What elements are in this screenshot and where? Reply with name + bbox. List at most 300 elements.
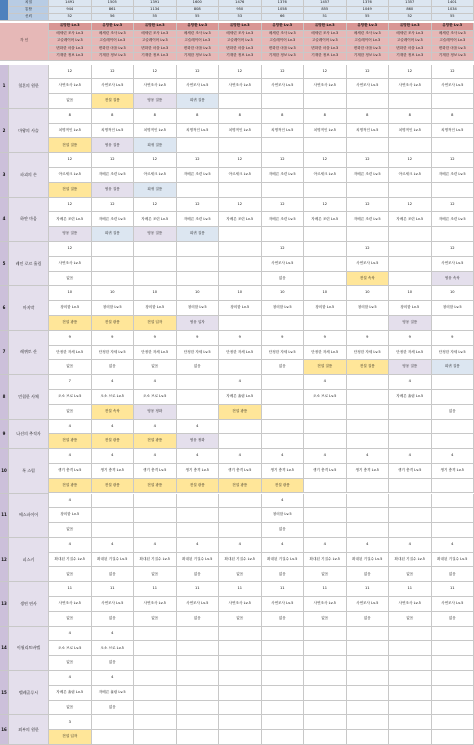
data-cell[interactable]: 없음 [49,94,92,109]
data-cell[interactable]: 9 [347,331,390,346]
data-cell[interactable]: 확대된 기질수 Lv.5 [177,553,220,568]
data-cell[interactable] [347,375,390,390]
data-cell[interactable]: 없음 [262,272,305,287]
data-cell[interactable] [304,183,347,198]
data-cell[interactable] [347,627,390,642]
data-cell[interactable]: 4 [92,627,135,642]
data-cell[interactable]: 4 [219,449,262,464]
data-cell[interactable]: 희귀 질풍 [134,138,177,153]
stat-value[interactable]: 950 [219,7,262,14]
stat-value[interactable]: 1376 [347,0,390,7]
stat-value[interactable]: 52 [49,14,92,21]
data-cell[interactable] [219,730,262,745]
data-cell[interactable]: 11 [177,582,220,597]
data-cell[interactable] [262,701,305,716]
data-cell[interactable]: 전설 질풍 [92,94,135,109]
data-cell[interactable] [219,360,262,375]
data-cell[interactable]: 확대된 기질수 Lv.5 [49,553,92,568]
data-cell[interactable]: 단정한 자세 Lv.5 [347,346,390,361]
data-cell[interactable]: 4 [177,449,220,464]
data-cell[interactable] [304,494,347,509]
trait-cell[interactable]: 메세린 조사 Lv.3 [347,31,390,39]
data-cell[interactable] [134,508,177,523]
data-cell[interactable]: 없음 [432,612,474,627]
data-cell[interactable]: 오소 브로 Lv.5 [49,641,92,656]
data-cell[interactable] [432,420,474,435]
data-cell[interactable]: 4 [262,494,305,509]
data-cell[interactable]: 전설 광풍 [262,479,305,494]
trait-cell[interactable]: 메세린 조사 Lv.3 [49,31,92,39]
stat-value[interactable]: 1357 [389,0,432,7]
data-cell[interactable]: 4 [49,538,92,553]
data-cell[interactable] [219,523,262,538]
data-cell[interactable]: 단정한 자세 Lv.5 [262,346,305,361]
data-cell[interactable]: 9 [49,331,92,346]
data-cell[interactable] [134,523,177,538]
data-cell[interactable] [389,671,432,686]
data-cell[interactable] [347,138,390,153]
data-cell[interactable] [177,730,220,745]
trait-cell[interactable]: 기재한 정보 Lv.3 [432,53,474,61]
data-cell[interactable]: 4 [134,449,177,464]
data-cell[interactable]: 창의함 Lv.5 [262,508,305,523]
data-cell[interactable]: 11 [389,582,432,597]
stat-value[interactable]: 55 [432,14,474,21]
data-cell[interactable]: 4 [432,538,474,553]
stat-label[interactable]: 신뢰 [9,14,49,21]
data-cell[interactable]: 생기 충격 Lv.5 [177,464,220,479]
section-label[interactable]: 마지막 [9,286,49,330]
data-cell[interactable]: 단정한 자세 Lv.5 [49,346,92,361]
data-cell[interactable]: 치명적인 Lv.5 [134,124,177,139]
data-cell[interactable]: 희귀 질풍 [432,360,474,375]
data-cell[interactable] [389,227,432,242]
stat-value[interactable]: 855 [304,7,347,14]
data-cell[interactable] [389,405,432,420]
data-cell[interactable]: 단정한 자세 Lv.5 [432,346,474,361]
corner-cell[interactable] [0,0,9,21]
data-cell[interactable] [262,434,305,449]
trait-cell[interactable]: 기재한 정보 Lv.3 [389,53,432,61]
data-cell[interactable]: 자베른 조련 Lv.5 [262,212,305,227]
data-cell[interactable]: 자베른 흘림 Lv.5 [389,390,432,405]
data-cell[interactable]: 없음 [262,612,305,627]
data-cell[interactable]: 사연조사 Lv.5 [177,597,220,612]
data-cell[interactable] [177,272,220,287]
data-cell[interactable] [432,686,474,701]
data-cell[interactable] [134,686,177,701]
data-cell[interactable] [134,494,177,509]
data-cell[interactable]: 자베른 조련 Lv.5 [347,212,390,227]
trait-cell[interactable]: 고슬레이어 Lv.3 [347,38,390,46]
data-cell[interactable]: 생기 충격 Lv.5 [389,464,432,479]
data-cell[interactable]: 확대된 기질수 Lv.5 [432,553,474,568]
data-cell[interactable]: 없음 [347,567,390,582]
data-cell[interactable] [432,656,474,671]
trait-cell[interactable]: 기재한 정보 Lv.3 [92,53,135,61]
data-cell[interactable] [347,641,390,656]
data-cell[interactable]: 확대된 기질수 Lv.5 [389,553,432,568]
data-cell[interactable] [304,227,347,242]
data-cell[interactable] [134,671,177,686]
data-cell[interactable]: 자베른 흘림 Lv.5 [92,686,135,701]
data-cell[interactable] [347,390,390,405]
data-cell[interactable] [262,671,305,686]
data-cell[interactable]: 단정한 자세 Lv.5 [177,346,220,361]
data-cell[interactable]: 창의함 Lv.5 [92,301,135,316]
data-cell[interactable] [304,627,347,642]
trait-cell[interactable]: 변화한 마을 Lv.3 [177,46,220,54]
data-cell[interactable] [432,701,474,716]
data-cell[interactable]: 오소 브로 Lv.5 [304,390,347,405]
data-cell[interactable]: 없음 [262,567,305,582]
section-label[interactable]: 혈혼의 원한 [9,65,49,109]
data-cell[interactable] [347,715,390,730]
data-cell[interactable] [262,420,305,435]
trait-cell[interactable]: 기재한 정보 Lv.3 [49,53,92,61]
data-cell[interactable] [134,272,177,287]
data-cell[interactable] [347,227,390,242]
data-cell[interactable]: 11 [219,582,262,597]
data-cell[interactable] [219,715,262,730]
section-label[interactable]: 레인 로르 흘림 [9,242,49,286]
data-cell[interactable] [262,405,305,420]
data-cell[interactable] [219,434,262,449]
data-cell[interactable]: 12 [304,153,347,168]
section-label[interactable]: 이월리트바엘 [9,627,49,671]
data-cell[interactable] [432,523,474,538]
data-cell[interactable] [219,316,262,331]
data-cell[interactable] [304,420,347,435]
data-cell[interactable] [432,508,474,523]
data-cell[interactable] [432,227,474,242]
data-cell[interactable]: 12 [262,198,305,213]
data-cell[interactable]: 자베른 조련 Lv.5 [92,168,135,183]
data-cell[interactable] [219,656,262,671]
data-cell[interactable]: 사연조사 Lv.5 [432,597,474,612]
trait-cell[interactable]: 유망한 Lv.3 [92,23,135,31]
data-cell[interactable]: 12 [432,153,474,168]
data-cell[interactable]: 없음 [219,612,262,627]
data-cell[interactable] [389,138,432,153]
data-cell[interactable] [262,627,305,642]
data-cell[interactable] [134,715,177,730]
data-cell[interactable] [347,508,390,523]
data-cell[interactable] [219,671,262,686]
data-cell[interactable]: 영웅 정화 [177,434,220,449]
data-cell[interactable]: 치명적인 Lv.5 [304,124,347,139]
data-cell[interactable]: 10 [432,286,474,301]
data-cell[interactable] [177,627,220,642]
data-cell[interactable]: 사연조사 Lv.5 [219,79,262,94]
data-cell[interactable]: 10 [92,286,135,301]
trait-cell[interactable]: 변화한 마을 Lv.3 [49,46,92,54]
data-cell[interactable]: 없음 [304,612,347,627]
data-cell[interactable] [134,257,177,272]
data-cell[interactable] [347,701,390,716]
data-cell[interactable]: 치명적인 Lv.5 [177,124,220,139]
data-cell[interactable]: 4 [177,420,220,435]
data-cell[interactable]: 4 [262,449,305,464]
data-cell[interactable]: 자베른 흘림 Lv.5 [49,686,92,701]
trait-cell[interactable]: 유망한 Lv.3 [177,23,220,31]
trait-cell[interactable]: 변화한 마을 Lv.3 [262,46,305,54]
data-cell[interactable] [262,641,305,656]
data-cell[interactable]: 없음 [134,567,177,582]
data-cell[interactable]: 4 [389,375,432,390]
data-cell[interactable]: 없음 [49,405,92,420]
stat-value[interactable]: 1058 [262,7,305,14]
data-cell[interactable]: 없음 [49,523,92,538]
stat-value[interactable]: 1376 [262,0,305,7]
section-label[interactable]: 생연 연사 [9,582,49,626]
section-label[interactable]: 톡 스럽 [9,449,49,493]
section-number[interactable]: 3 [0,153,9,197]
stat-value[interactable]: 1476 [219,0,262,7]
data-cell[interactable] [432,715,474,730]
data-cell[interactable] [347,183,390,198]
data-cell[interactable] [92,494,135,509]
stat-value[interactable]: 1391 [134,0,177,7]
data-cell[interactable]: 전설 광풍 [219,405,262,420]
data-cell[interactable]: 창의함 Lv.5 [389,301,432,316]
data-cell[interactable]: 4 [92,671,135,686]
data-cell[interactable]: 생기 충격 Lv.5 [219,464,262,479]
stat-value[interactable]: 1034 [432,7,474,14]
data-cell[interactable]: 10 [49,286,92,301]
data-cell[interactable]: 치명적인 Lv.5 [262,124,305,139]
stat-value[interactable]: 944 [49,7,92,14]
data-cell[interactable]: 사연조사 Lv.5 [389,597,432,612]
trait-cell[interactable]: 고슬레이어 Lv.3 [134,38,177,46]
data-cell[interactable]: 창의함 Lv.5 [134,301,177,316]
data-cell[interactable] [389,627,432,642]
stat-value[interactable]: 52 [389,14,432,21]
data-cell[interactable]: 치명적인 Lv.5 [432,124,474,139]
data-cell[interactable]: 12 [432,65,474,80]
data-cell[interactable]: 없음 [177,360,220,375]
data-cell[interactable] [347,523,390,538]
trait-cell[interactable]: 고슬레이어 Lv.3 [219,38,262,46]
data-cell[interactable]: 생기 충격 Lv.5 [304,464,347,479]
data-cell[interactable] [432,94,474,109]
data-cell[interactable]: 창의함 Lv.5 [49,301,92,316]
trait-cell[interactable]: 유망한 Lv.3 [389,23,432,31]
data-cell[interactable]: 전설 광풍 [92,479,135,494]
data-cell[interactable] [177,183,220,198]
data-cell[interactable]: 확대된 기질수 Lv.5 [304,553,347,568]
data-cell[interactable] [177,641,220,656]
data-cell[interactable]: 10 [389,286,432,301]
data-cell[interactable]: 사연조사 Lv.5 [262,257,305,272]
data-cell[interactable] [389,94,432,109]
data-cell[interactable]: 없음 [177,567,220,582]
data-cell[interactable]: 4 [134,420,177,435]
data-cell[interactable]: 없음 [49,272,92,287]
data-cell[interactable]: 영웅 질풍 [389,316,432,331]
data-cell[interactable]: 확대된 기질수 Lv.5 [219,553,262,568]
data-cell[interactable]: 11 [262,582,305,597]
data-cell[interactable]: 자베른 조련 Lv.5 [134,212,177,227]
data-cell[interactable] [134,641,177,656]
data-cell[interactable] [304,508,347,523]
section-label[interactable]: 피스키 [9,538,49,582]
data-cell[interactable]: 단정한 자세 Lv.5 [134,346,177,361]
data-cell[interactable]: 9 [304,331,347,346]
stat-value[interactable]: 53 [219,14,262,21]
section-label[interactable]: 하얀 마음 [9,198,49,242]
data-cell[interactable]: 영웅 질풍 [134,227,177,242]
data-cell[interactable] [219,701,262,716]
data-cell[interactable] [347,656,390,671]
data-cell[interactable] [262,183,305,198]
data-cell[interactable]: 희귀 질풍 [177,94,220,109]
stat-value[interactable]: 860 [389,7,432,14]
section-label[interactable]: 레퀴토 산 [9,331,49,375]
section-number[interactable]: 13 [0,582,9,626]
data-cell[interactable]: 없음 [49,360,92,375]
data-cell[interactable] [219,494,262,509]
data-cell[interactable]: 11 [304,582,347,597]
data-cell[interactable]: 9 [432,331,474,346]
data-cell[interactable]: 사연조사 Lv.5 [177,79,220,94]
data-cell[interactable]: 사연조사 Lv.5 [49,257,92,272]
data-cell[interactable]: 4 [92,420,135,435]
data-cell[interactable] [219,627,262,642]
data-cell[interactable]: 12 [262,242,305,257]
data-cell[interactable]: 사연조사 Lv.5 [262,79,305,94]
trait-cell[interactable]: 기재한 정보 Lv.3 [177,53,220,61]
trait-cell[interactable]: 고슬레이어 Lv.3 [389,38,432,46]
section-label[interactable]: 외부의 원한 [9,715,49,745]
data-cell[interactable]: 창의함 Lv.5 [262,301,305,316]
data-cell[interactable]: 12 [49,65,92,80]
trait-cell[interactable]: 고슬레이어 Lv.3 [49,38,92,46]
data-cell[interactable]: 12 [432,198,474,213]
data-cell[interactable]: 오소 브로 Lv.5 [92,390,135,405]
data-cell[interactable]: 12 [92,65,135,80]
data-cell[interactable]: 자베른 조련 Lv.5 [389,212,432,227]
data-cell[interactable]: 생기 충격 Lv.5 [92,464,135,479]
data-cell[interactable]: 사연조사 Lv.5 [134,597,177,612]
data-cell[interactable]: 없음 [262,523,305,538]
data-cell[interactable]: 10 [262,286,305,301]
trait-cell[interactable]: 변화한 마을 Lv.3 [432,46,474,54]
data-cell[interactable]: 4 [49,494,92,509]
section-label[interactable]: 나선의 추적자 [9,420,49,450]
data-cell[interactable] [389,641,432,656]
trait-cell[interactable]: 기재한 정보 Lv.3 [262,53,305,61]
trait-cell[interactable]: 기재한 정보 Lv.3 [347,53,390,61]
data-cell[interactable]: 4 [304,538,347,553]
data-cell[interactable]: 12 [389,153,432,168]
data-cell[interactable]: 치명적인 Lv.5 [49,124,92,139]
trait-cell[interactable]: 기재한 정보 Lv.3 [134,53,177,61]
data-cell[interactable]: 없음 [92,701,135,716]
data-cell[interactable]: 8 [262,109,305,124]
trait-cell[interactable]: 변화한 마을 Lv.3 [134,46,177,54]
data-cell[interactable] [347,316,390,331]
data-cell[interactable] [432,434,474,449]
data-cell[interactable] [347,671,390,686]
data-cell[interactable] [92,715,135,730]
trait-cell[interactable]: 유망한 Lv.3 [304,23,347,31]
data-cell[interactable] [304,479,347,494]
data-cell[interactable]: 11 [347,582,390,597]
data-cell[interactable]: 12 [134,153,177,168]
data-cell[interactable] [389,272,432,287]
data-cell[interactable]: 4 [432,449,474,464]
data-cell[interactable] [304,701,347,716]
data-cell[interactable]: 전설 광풍 [49,479,92,494]
data-cell[interactable]: 없음 [389,567,432,582]
data-cell[interactable]: 없음 [432,405,474,420]
data-cell[interactable]: 12 [347,65,390,80]
data-cell[interactable]: 4 [49,627,92,642]
stat-value[interactable]: 1491 [49,0,92,7]
section-number[interactable]: 6 [0,286,9,330]
trait-cell[interactable]: 고슬레이어 Lv.3 [92,38,135,46]
trait-cell[interactable]: 변화한 마을 Lv.3 [347,46,390,54]
data-cell[interactable] [262,730,305,745]
data-cell[interactable] [177,686,220,701]
data-cell[interactable]: 창의함 Lv.5 [49,508,92,523]
data-cell[interactable] [219,94,262,109]
traits-label[interactable]: 각 인 [0,23,49,61]
data-cell[interactable] [389,686,432,701]
data-cell[interactable]: 희귀 질풍 [92,227,135,242]
data-cell[interactable]: 12 [432,242,474,257]
data-cell[interactable] [219,138,262,153]
data-cell[interactable] [432,479,474,494]
data-cell[interactable] [432,375,474,390]
data-cell[interactable] [134,656,177,671]
data-cell[interactable] [347,479,390,494]
data-cell[interactable]: 8 [432,109,474,124]
section-label[interactable]: 파괴의 손 [9,153,49,197]
data-cell[interactable]: 없음 [92,360,135,375]
data-cell[interactable]: 자베른 조련 Lv.5 [262,168,305,183]
data-cell[interactable]: 단정한 자세 Lv.5 [92,346,135,361]
section-number[interactable]: 10 [0,449,9,493]
data-cell[interactable] [304,272,347,287]
stat-value[interactable]: 808 [177,7,220,14]
data-cell[interactable]: 3 [49,715,92,730]
data-cell[interactable]: 11 [134,582,177,597]
data-cell[interactable] [389,656,432,671]
stat-value[interactable]: 1600 [177,0,220,7]
data-cell[interactable] [262,94,305,109]
data-cell[interactable]: 12 [262,153,305,168]
stat-value[interactable]: 51 [304,14,347,21]
data-cell[interactable]: 9 [177,331,220,346]
data-cell[interactable] [134,730,177,745]
data-cell[interactable] [177,138,220,153]
data-cell[interactable]: 4 [134,375,177,390]
data-cell[interactable]: 전설 광풍 [92,434,135,449]
data-cell[interactable]: 없음 [134,612,177,627]
data-cell[interactable]: 12 [219,153,262,168]
data-cell[interactable]: 전설 질풍 [347,360,390,375]
data-cell[interactable]: 8 [219,109,262,124]
section-number[interactable]: 12 [0,538,9,582]
data-cell[interactable]: 12 [177,65,220,80]
data-cell[interactable]: 없음 [177,612,220,627]
data-cell[interactable] [262,138,305,153]
data-cell[interactable] [389,730,432,745]
stat-value[interactable]: 55 [177,14,220,21]
data-cell[interactable]: 아르세크 Lv.5 [304,168,347,183]
